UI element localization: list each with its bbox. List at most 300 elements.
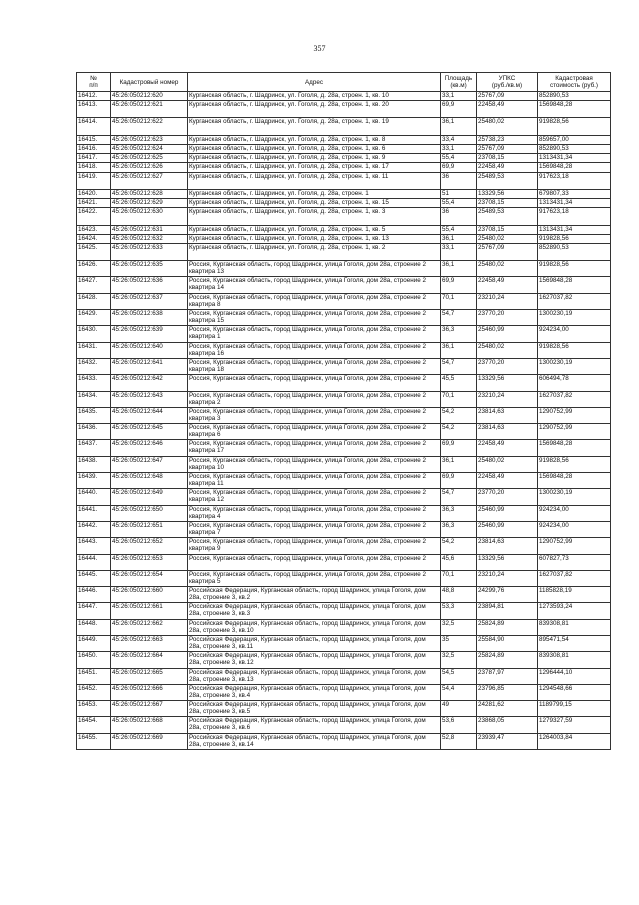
cell-row-number: 16442. (77, 521, 111, 537)
cell-cadastral-number: 45:26:050212:639 (111, 326, 188, 342)
cell-cadastral-number: 45:26:050212:649 (111, 489, 188, 505)
cell-address: Российская Федерация, Курганская область, город Шадринск, улица Гоголя, дом 28а, строение 3, кв.12 (188, 652, 441, 668)
cell-row-number: 16432. (77, 358, 111, 374)
header-cadastral-value-line: стоимость (руб.) (549, 82, 599, 89)
cell-upks: 25480,02 (477, 261, 538, 277)
cell-cadastral-value: 1279327,59 (538, 717, 611, 733)
cell-cadastral-number: 45:26:050212:638 (111, 310, 188, 326)
cell-area: 55,4 (441, 154, 477, 163)
table-row (77, 636, 611, 652)
cell-row-number: 16445. (77, 570, 111, 586)
cell-cadastral-number: 45:26:050212:629 (111, 199, 188, 208)
table-row (77, 310, 611, 326)
cell-row-number: 16417. (77, 154, 111, 163)
cell-address: Курганская область, г. Шадринск, ул. Гоголя, д. 28а, строен. 1, кв. 15 (188, 199, 441, 208)
cell-area: 55,4 (441, 199, 477, 208)
cell-upks: 25489,53 (477, 208, 538, 225)
cell-area: 36,3 (441, 326, 477, 342)
cell-cadastral-number: 45:26:050212:632 (111, 234, 188, 243)
cell-cadastral-value: 919828,56 (538, 261, 611, 277)
header-cadastral-value-line: Кадастровая (555, 75, 593, 82)
cell-area: 53,3 (441, 603, 477, 619)
cell-row-number: 16449. (77, 636, 111, 652)
cell-cadastral-value: 1569848,28 (538, 277, 611, 293)
cell-address: Россия, Курганская область, город Шадринск, улица Гоголя, дом 28а, строение 2 квартира 2 (188, 391, 441, 407)
cell-address: Россия, Курганская область, город Шадринск, улица Гоголя, дом 28а, строение 2 квартира 11 (188, 473, 441, 489)
cell-upks: 25480,02 (477, 234, 538, 243)
cell-area: 54,2 (441, 407, 477, 423)
cell-upks: 22458,49 (477, 473, 538, 489)
header-cadastral-number (111, 73, 188, 92)
cell-upks: 25480,02 (477, 342, 538, 358)
cell-cadastral-number: 45:26:050212:665 (111, 668, 188, 684)
cell-cadastral-value: 917623,18 (538, 172, 611, 189)
table-row (77, 440, 611, 456)
table-row (77, 538, 611, 554)
cell-cadastral-number: 45:26:050212:651 (111, 521, 188, 537)
cell-cadastral-value: 839308,81 (538, 652, 611, 668)
cell-address: Россия, Курганская область, город Шадринск, улица Гоголя, дом 28а, строение 2 квартира 16 (188, 342, 441, 358)
header-address-line: Адрес (304, 78, 324, 86)
cell-cadastral-number: 45:26:050212:652 (111, 538, 188, 554)
cell-row-number: 16441. (77, 505, 111, 521)
cell-row-number: 16422. (77, 208, 111, 225)
cell-cadastral-value: 1627037,82 (538, 391, 611, 407)
cell-row-number: 16434. (77, 391, 111, 407)
cell-upks: 23796,85 (477, 684, 538, 700)
table-row (77, 456, 611, 472)
cell-row-number: 16440. (77, 489, 111, 505)
cell-row-number: 16443. (77, 538, 111, 554)
table-row (77, 277, 611, 293)
table-row (77, 358, 611, 374)
table-row (77, 473, 611, 489)
cell-upks: 13329,56 (477, 375, 538, 391)
cell-address: Курганская область, г. Шадринск, ул. Гоголя, д. 28а, строен. 1, кв. 2 (188, 243, 441, 260)
cell-cadastral-value: 607827,73 (538, 554, 611, 570)
cell-row-number: 16421. (77, 199, 111, 208)
cell-address: Россия, Курганская область, город Шадринск, улица Гоголя, дом 28а, строение 2 квартира 5 (188, 570, 441, 586)
cell-row-number: 16455. (77, 733, 111, 749)
cell-upks: 23814,63 (477, 407, 538, 423)
cell-cadastral-value: 1264003,84 (538, 733, 611, 749)
cell-address: Россия, Курганская область, город Шадринск, улица Гоголя, дом 28а, строение 2 квартира 10 (188, 456, 441, 472)
header-area-line: Площадь (444, 75, 473, 82)
cell-address: Россия, Курганская область, город Шадринск, улица Гоголя, дом 28а, строение 2 квартира 18 (188, 358, 441, 374)
cell-cadastral-number: 45:26:050212:636 (111, 277, 188, 293)
header-upks (477, 73, 538, 92)
cell-cadastral-number: 45:26:050212:630 (111, 208, 188, 225)
cell-area: 69,9 (441, 101, 477, 118)
cell-row-number: 16439. (77, 473, 111, 489)
cell-address: Российская Федерация, Курганская область, город Шадринск, улица Гоголя, дом 28а, строение 3, кв.13 (188, 668, 441, 684)
cell-upks: 23210,24 (477, 570, 538, 586)
cell-cadastral-value: 919828,56 (538, 234, 611, 243)
cell-address: Российская Федерация, Курганская область, город Шадринск, улица Гоголя, дом 28а, строение 3, кв.11 (188, 636, 441, 652)
header-number (77, 73, 111, 92)
cell-upks: 24299,76 (477, 587, 538, 603)
cell-cadastral-number: 45:26:050212:624 (111, 144, 188, 153)
cell-upks: 23894,81 (477, 603, 538, 619)
cell-area: 36,1 (441, 456, 477, 472)
cell-address: Курганская область, г. Шадринск, ул. Гоголя, д. 28а, строен. 1, кв. 11 (188, 172, 441, 189)
cell-cadastral-value: 606494,78 (538, 375, 611, 391)
cell-cadastral-number: 45:26:050212:667 (111, 701, 188, 717)
cell-cadastral-value: 1294548,66 (538, 684, 611, 700)
cell-cadastral-value: 1313431,34 (538, 199, 611, 208)
cell-row-number: 16437. (77, 440, 111, 456)
cell-cadastral-value: 839308,81 (538, 619, 611, 635)
cell-area: 36,1 (441, 234, 477, 243)
cell-upks: 22458,49 (477, 163, 538, 172)
cell-cadastral-number: 45:26:050212:622 (111, 118, 188, 135)
cell-area: 45,6 (441, 554, 477, 570)
cell-address: Россия, Курганская область, город Шадринск, улица Гоголя, дом 28а, строение 2 квартира 17 (188, 440, 441, 456)
cell-upks: 23708,15 (477, 154, 538, 163)
cell-area: 69,9 (441, 440, 477, 456)
cell-cadastral-value: 852890,53 (538, 243, 611, 260)
table-row (77, 717, 611, 733)
table-row (77, 570, 611, 586)
cell-address: Россия, Курганская область, город Шадринск, улица Гоголя, дом 28а, строение 2 квартира 14 (188, 277, 441, 293)
cell-upks: 25584,90 (477, 636, 538, 652)
cell-area: 36 (441, 208, 477, 225)
table-row (77, 587, 611, 603)
cell-area: 52,8 (441, 733, 477, 749)
cell-cadastral-number: 45:26:050212:631 (111, 225, 188, 234)
cell-cadastral-value: 1300230,19 (538, 310, 611, 326)
cell-area: 36,3 (441, 505, 477, 521)
cell-cadastral-value: 924234,00 (538, 326, 611, 342)
cell-address: Российская Федерация, Курганская область, город Шадринск, улица Гоголя, дом 28а, строение 3, кв.14 (188, 733, 441, 749)
cell-row-number: 16438. (77, 456, 111, 472)
table-body (77, 92, 611, 750)
cell-upks: 13329,56 (477, 189, 538, 198)
cell-row-number: 16429. (77, 310, 111, 326)
cell-cadastral-number: 45:26:050212:640 (111, 342, 188, 358)
cell-address: Российская Федерация, Курганская область, город Шадринск, улица Гоголя, дом 28а, строение 3, кв.4 (188, 684, 441, 700)
cell-cadastral-number: 45:26:050212:627 (111, 172, 188, 189)
cell-upks: 23787,97 (477, 668, 538, 684)
cell-area: 51 (441, 189, 477, 198)
cell-address: Курганская область, г. Шадринск, ул. Гоголя, д. 28а, строен. 1, кв. 13 (188, 234, 441, 243)
cell-cadastral-number: 45:26:050212:661 (111, 603, 188, 619)
cell-upks: 23210,24 (477, 293, 538, 309)
cell-row-number: 16426. (77, 261, 111, 277)
cell-row-number: 16428. (77, 293, 111, 309)
cell-cadastral-number: 45:26:050212:664 (111, 652, 188, 668)
cell-area: 35 (441, 636, 477, 652)
table-row (77, 261, 611, 277)
header-number-line: п/п (89, 82, 98, 89)
cell-row-number: 16451. (77, 668, 111, 684)
cell-address: Россия, Курганская область, город Шадринск, улица Гоголя, дом 28а, строение 2 квартира 12 (188, 489, 441, 505)
table-row (77, 424, 611, 440)
cell-upks: 23770,20 (477, 358, 538, 374)
table-row (77, 189, 611, 198)
table-row (77, 101, 611, 118)
cell-address: Россия, Курганская область, город Шадринск, улица Гоголя, дом 28а, строение 2 (188, 554, 441, 570)
table-row (77, 407, 611, 423)
table-row (77, 144, 611, 153)
cell-upks: 23814,63 (477, 538, 538, 554)
cell-cadastral-number: 45:26:050212:620 (111, 92, 188, 101)
cell-cadastral-value: 1569848,28 (538, 473, 611, 489)
table-row (77, 684, 611, 700)
header-area (441, 73, 477, 92)
cell-upks: 22458,49 (477, 440, 538, 456)
cell-row-number: 16427. (77, 277, 111, 293)
cell-row-number: 16453. (77, 701, 111, 717)
table-row (77, 701, 611, 717)
cell-upks: 23770,20 (477, 489, 538, 505)
table-row (77, 163, 611, 172)
cell-area: 69,9 (441, 473, 477, 489)
cell-row-number: 16420. (77, 189, 111, 198)
cell-area: 54,2 (441, 538, 477, 554)
cell-area: 36,1 (441, 342, 477, 358)
cell-area: 55,4 (441, 225, 477, 234)
cell-address: Курганская область, г. Шадринск, ул. Гоголя, д. 28а, строен. 1 (188, 189, 441, 198)
cell-area: 49 (441, 701, 477, 717)
cell-row-number: 16452. (77, 684, 111, 700)
table-row (77, 652, 611, 668)
cell-row-number: 16436. (77, 424, 111, 440)
cell-row-number: 16433. (77, 375, 111, 391)
table-row (77, 154, 611, 163)
header-upks-line: УПКС (498, 75, 516, 82)
cell-upks: 23770,20 (477, 310, 538, 326)
cell-cadastral-number: 45:26:050212:663 (111, 636, 188, 652)
table-row (77, 208, 611, 225)
cell-address: Российская Федерация, Курганская область, город Шадринск, улица Гоголя, дом 28а, строение 3, кв.3 (188, 603, 441, 619)
cell-cadastral-value: 924234,00 (538, 521, 611, 537)
cell-row-number: 16414. (77, 118, 111, 135)
table-row (77, 199, 611, 208)
table-row (77, 554, 611, 570)
cell-cadastral-number: 45:26:050212:628 (111, 189, 188, 198)
cell-area: 54,4 (441, 684, 477, 700)
cell-address: Россия, Курганская область, город Шадринск, улица Гоголя, дом 28а, строение 2 квартира 6 (188, 424, 441, 440)
cell-area: 70,1 (441, 391, 477, 407)
cell-address: Курганская область, г. Шадринск, ул. Гоголя, д. 28а, строен. 1, кв. 6 (188, 144, 441, 153)
cell-area: 33,1 (441, 144, 477, 153)
cell-upks: 22458,49 (477, 101, 538, 118)
cell-address: Курганская область, г. Шадринск, ул. Гоголя, д. 28а, строен. 1, кв. 19 (188, 118, 441, 135)
cell-upks: 25767,09 (477, 243, 538, 260)
cell-cadastral-number: 45:26:050212:647 (111, 456, 188, 472)
cell-row-number: 16415. (77, 135, 111, 144)
cell-upks: 25824,89 (477, 619, 538, 635)
cell-row-number: 16447. (77, 603, 111, 619)
cell-cadastral-number: 45:26:050212:653 (111, 554, 188, 570)
table-row (77, 505, 611, 521)
cell-cadastral-value: 1290752,99 (538, 424, 611, 440)
cell-address: Курганская область, г. Шадринск, ул. Гоголя, д. 28а, строен. 1, кв. 20 (188, 101, 441, 118)
cell-address: Россия, Курганская область, город Шадринск, улица Гоголя, дом 28а, строение 2 квартира 13 (188, 261, 441, 277)
cell-address: Россия, Курганская область, город Шадринск, улица Гоголя, дом 28а, строение 2 квартира 7 (188, 521, 441, 537)
cell-cadastral-number: 45:26:050212:668 (111, 717, 188, 733)
cell-cadastral-value: 917623,18 (538, 208, 611, 225)
table-row (77, 326, 611, 342)
cell-area: 33,4 (441, 135, 477, 144)
cell-upks: 23814,63 (477, 424, 538, 440)
table-row (77, 172, 611, 189)
table-row (77, 293, 611, 309)
table-row (77, 92, 611, 101)
cell-cadastral-number: 45:26:050212:650 (111, 505, 188, 521)
cell-upks: 25738,23 (477, 135, 538, 144)
header-number-line: № (90, 75, 97, 82)
cell-area: 36,1 (441, 118, 477, 135)
cell-cadastral-value: 1290752,99 (538, 407, 611, 423)
cell-cadastral-value: 919828,56 (538, 456, 611, 472)
cell-area: 33,1 (441, 243, 477, 260)
cell-area: 69,9 (441, 277, 477, 293)
cell-cadastral-number: 45:26:050212:633 (111, 243, 188, 260)
cell-area: 32,5 (441, 652, 477, 668)
cell-row-number: 16418. (77, 163, 111, 172)
cell-upks: 23708,15 (477, 199, 538, 208)
cell-cadastral-number: 45:26:050212:654 (111, 570, 188, 586)
cell-address: Российская Федерация, Курганская область, город Шадринск, улица Гоголя, дом 28а, строение 3, кв.6 (188, 717, 441, 733)
cell-upks: 23210,24 (477, 391, 538, 407)
header-address (188, 73, 441, 92)
cell-row-number: 16431. (77, 342, 111, 358)
cell-row-number: 16430. (77, 326, 111, 342)
cell-upks: 23939,47 (477, 733, 538, 749)
cell-cadastral-value: 1569848,28 (538, 163, 611, 172)
cadastral-value-table (76, 72, 611, 750)
cell-row-number: 16435. (77, 407, 111, 423)
cell-area: 69,9 (441, 163, 477, 172)
cell-address: Курганская область, г. Шадринск, ул. Гоголя, д. 28а, строен. 1, кв. 8 (188, 135, 441, 144)
cell-cadastral-value: 679807,33 (538, 189, 611, 198)
cell-row-number: 16412. (77, 92, 111, 101)
cell-cadastral-number: 45:26:050212:666 (111, 684, 188, 700)
table-row (77, 521, 611, 537)
cell-address: Россия, Курганская область, город Шадринск, улица Гоголя, дом 28а, строение 2 квартира 8 (188, 293, 441, 309)
cell-address: Курганская область, г. Шадринск, ул. Гоголя, д. 28а, строен. 1, кв. 3 (188, 208, 441, 225)
cell-row-number: 16416. (77, 144, 111, 153)
cell-area: 53,6 (441, 717, 477, 733)
cell-cadastral-number: 45:26:050212:626 (111, 163, 188, 172)
cell-cadastral-number: 45:26:050212:637 (111, 293, 188, 309)
cell-area: 54,2 (441, 424, 477, 440)
table-row (77, 243, 611, 260)
cell-address: Российская Федерация, Курганская область, город Шадринск, улица Гоголя, дом 28а, строение 3, кв.10 (188, 619, 441, 635)
cell-upks: 13329,56 (477, 554, 538, 570)
cell-cadastral-number: 45:26:050212:625 (111, 154, 188, 163)
cell-cadastral-value: 1273593,24 (538, 603, 611, 619)
cell-upks: 25480,02 (477, 118, 538, 135)
cell-upks: 24281,62 (477, 701, 538, 717)
cell-row-number: 16448. (77, 619, 111, 635)
cell-upks: 25767,09 (477, 144, 538, 153)
cell-cadastral-value: 1313431,34 (538, 154, 611, 163)
table-row (77, 489, 611, 505)
header-upks-line: (руб./кв.м) (491, 82, 523, 89)
cell-cadastral-number: 45:26:050212:623 (111, 135, 188, 144)
cell-address: Россия, Курганская область, город Шадринск, улица Гоголя, дом 28а, строение 2 квартира 15 (188, 310, 441, 326)
cell-area: 54,7 (441, 310, 477, 326)
cell-cadastral-number: 45:26:050212:641 (111, 358, 188, 374)
cell-address: Курганская область, г. Шадринск, ул. Гоголя, д. 28а, строен. 1, кв. 9 (188, 154, 441, 163)
cell-upks: 25767,09 (477, 92, 538, 101)
table-row (77, 619, 611, 635)
cell-cadastral-number: 45:26:050212:643 (111, 391, 188, 407)
cell-address: Россия, Курганская область, город Шадринск, улица Гоголя, дом 28а, строение 2 (188, 375, 441, 391)
table-row (77, 135, 611, 144)
cell-row-number: 16444. (77, 554, 111, 570)
table-row (77, 391, 611, 407)
cell-address: Россия, Курганская область, город Шадринск, улица Гоголя, дом 28а, строение 2 квартира 4 (188, 505, 441, 521)
table-row (77, 225, 611, 234)
cell-cadastral-value: 1189799,15 (538, 701, 611, 717)
cell-cadastral-value: 859657,00 (538, 135, 611, 144)
cell-cadastral-value: 919828,56 (538, 342, 611, 358)
header-area-line: (кв.м) (450, 82, 467, 89)
cell-row-number: 16419. (77, 172, 111, 189)
cell-area: 48,8 (441, 587, 477, 603)
cell-address: Российская Федерация, Курганская область, город Шадринск, улица Гоголя, дом 28а, строение 3, кв.5 (188, 701, 441, 717)
cell-cadastral-value: 1296444,10 (538, 668, 611, 684)
header-cadastral-value (538, 73, 611, 92)
cell-row-number: 16450. (77, 652, 111, 668)
cell-upks: 25460,99 (477, 505, 538, 521)
cell-area: 70,1 (441, 293, 477, 309)
cell-cadastral-value: 1185828,19 (538, 587, 611, 603)
cell-cadastral-number: 45:26:050212:660 (111, 587, 188, 603)
cell-upks: 22458,49 (477, 277, 538, 293)
cell-row-number: 16413. (77, 101, 111, 118)
header-row (77, 73, 611, 92)
cell-cadastral-number: 45:26:050212:645 (111, 424, 188, 440)
cell-upks: 23868,05 (477, 717, 538, 733)
cell-upks: 25460,99 (477, 521, 538, 537)
cell-area: 70,1 (441, 570, 477, 586)
cell-cadastral-value: 1313431,34 (538, 225, 611, 234)
cell-upks: 25480,02 (477, 456, 538, 472)
header-cadastral-number-line: Кадастровый номер (119, 78, 179, 86)
cell-cadastral-value: 1300230,19 (538, 489, 611, 505)
table-row (77, 603, 611, 619)
cell-upks: 25824,89 (477, 652, 538, 668)
cell-area: 36 (441, 172, 477, 189)
cell-upks: 25489,53 (477, 172, 538, 189)
cell-cadastral-number: 45:26:050212:635 (111, 261, 188, 277)
cell-row-number: 16446. (77, 587, 111, 603)
cell-area: 45,5 (441, 375, 477, 391)
cell-area: 36,3 (441, 521, 477, 537)
cell-cadastral-value: 1627037,82 (538, 570, 611, 586)
cell-area: 33,1 (441, 92, 477, 101)
cell-row-number: 16424. (77, 234, 111, 243)
cell-address: Россия, Курганская область, город Шадринск, улица Гоголя, дом 28а, строение 2 квартира 3 (188, 407, 441, 423)
cell-cadastral-number: 45:26:050212:648 (111, 473, 188, 489)
cell-upks: 23708,15 (477, 225, 538, 234)
cell-address: Курганская область, г. Шадринск, ул. Гоголя, д. 28а, строен. 1, кв. 10 (188, 92, 441, 101)
cell-address: Курганская область, г. Шадринск, ул. Гоголя, д. 28а, строен. 1, кв. 17 (188, 163, 441, 172)
cell-upks: 25460,99 (477, 326, 538, 342)
table-row (77, 342, 611, 358)
table-row (77, 733, 611, 749)
cell-cadastral-value: 1300230,19 (538, 358, 611, 374)
cell-cadastral-number: 45:26:050212:642 (111, 375, 188, 391)
table-row (77, 234, 611, 243)
page-number: 357 (313, 44, 326, 53)
table-header (77, 73, 611, 92)
